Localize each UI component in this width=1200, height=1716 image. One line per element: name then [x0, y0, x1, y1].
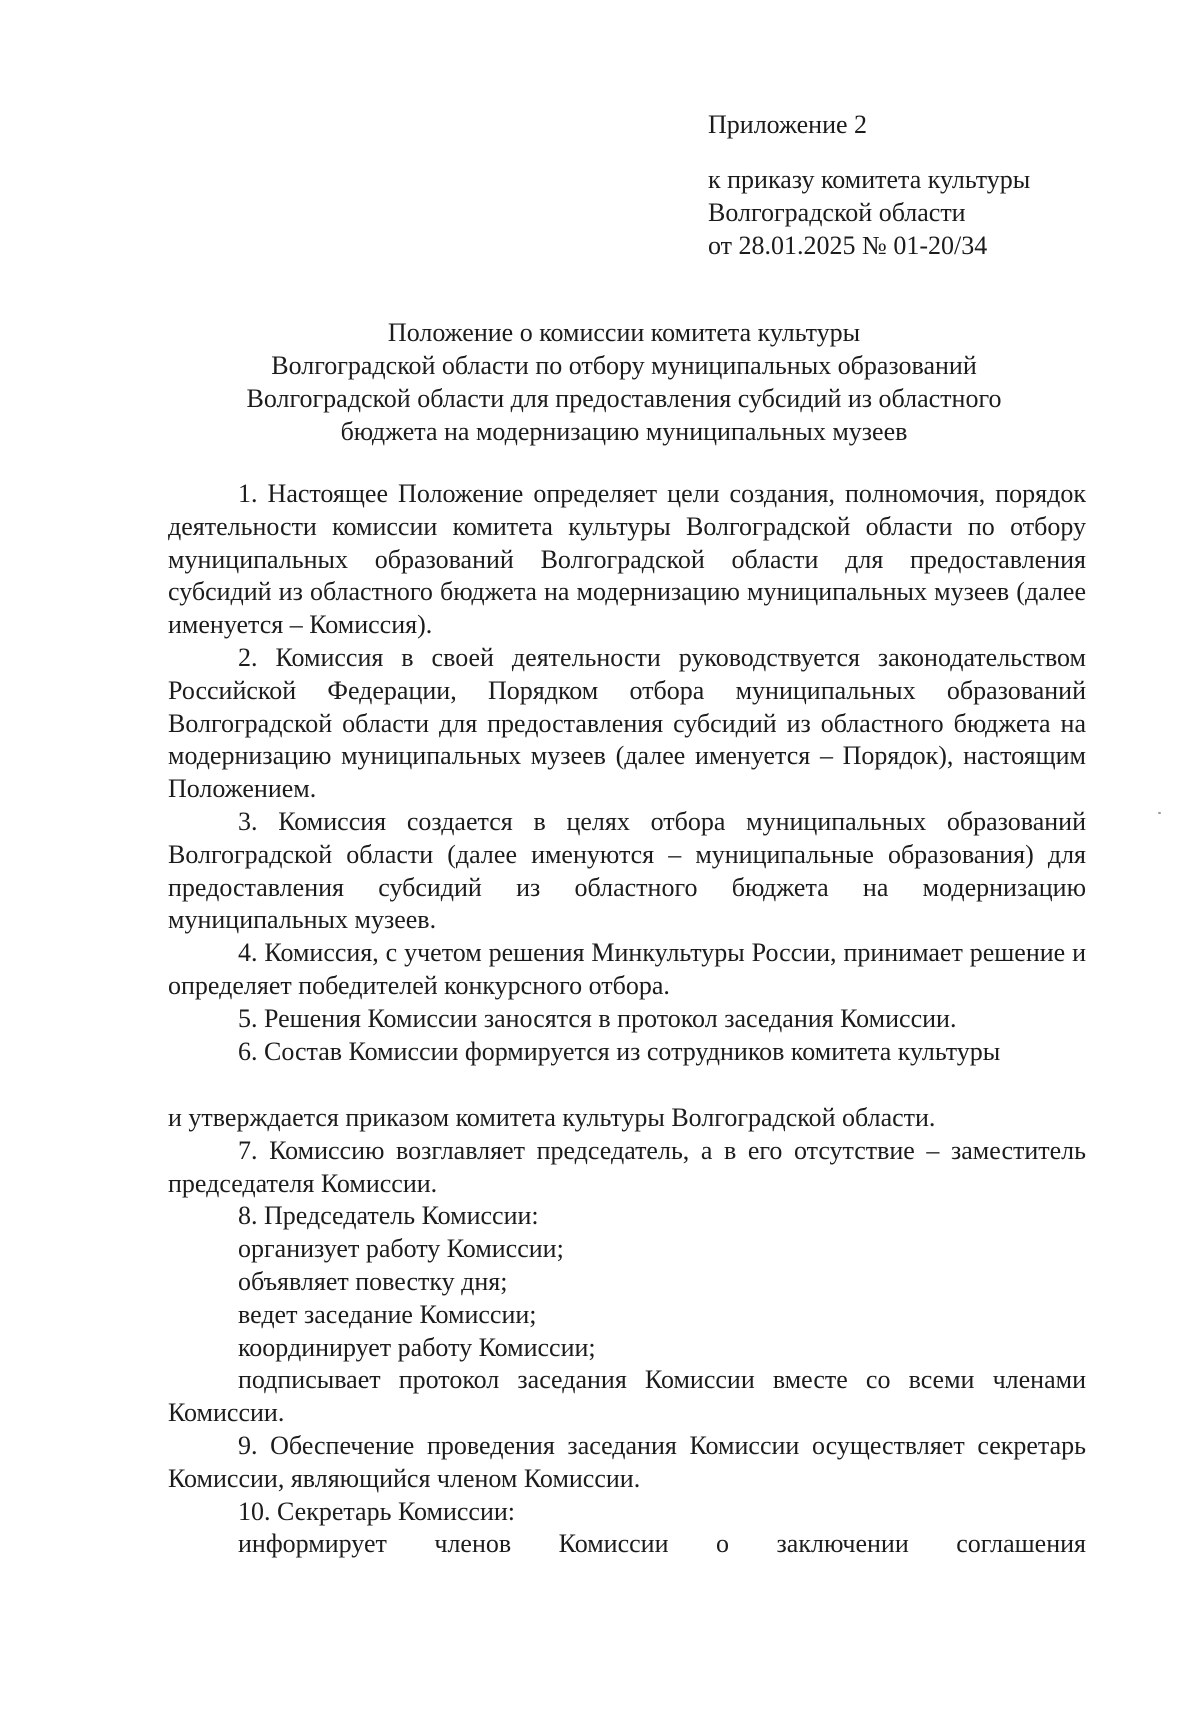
list-item: информирует членов Комиссии о заключении соглашения	[238, 1529, 1086, 1559]
appendix-block	[708, 108, 1030, 262]
title-line: бюджета на модернизацию муниципальных музеев	[340, 417, 908, 446]
title-line: Волгоградской области для предоставления субсидий из областного	[246, 384, 1002, 413]
paragraph-10: 10. Секретарь Комиссии:	[238, 1496, 515, 1526]
appendix-region-line: Волгоградской области	[708, 198, 966, 227]
list-item: объявляет повестку дня;	[238, 1266, 508, 1296]
title-line: Положение о комиссии комитета культуры	[387, 318, 861, 347]
appendix-order-line: к приказу комитета культуры	[708, 165, 1031, 194]
paragraph-9: 9. Обеспечение проведения заседания Комиссии осуществляет секретарь Комиссии, являющийся членом Комиссии.	[168, 1430, 1086, 1493]
paragraph-7: 7. Комиссию возглавляет председатель, а в его отсутствие – заместитель председателя Комиссии.	[168, 1135, 1086, 1198]
appendix-label: Приложение 2	[708, 110, 868, 139]
list-item-last: подписывает протокол заседания Комиссии вместе со всеми членами Комиссии.	[168, 1365, 1086, 1428]
paragraph-4: 4. Комиссия, с учетом решения Минкультуры России, принимает решение и определяет победителей конкурсного отбора.	[168, 938, 1086, 1000]
list-item: координирует работу Комиссии;	[238, 1332, 596, 1362]
scan-speck	[1158, 812, 1161, 814]
appendix-date-number: от 28.01.2025 № 01-20/34	[708, 231, 988, 260]
document-body-continued	[168, 1102, 1086, 1561]
list-item: ведет заседание Комиссии;	[238, 1299, 537, 1329]
paragraph-6-end: и утверждается приказом комитета культуры Волгоградской области.	[168, 1103, 936, 1132]
paragraph-8: 8. Председатель Комиссии:	[238, 1201, 539, 1231]
document-body	[168, 478, 1086, 1068]
paragraph-3: 3. Комиссия создается в целях отбора муниципальных образований Волгоградской области (далее именуются – муниципальные образования) для предоставления субсидий из областного бюджета на модернизацию муниципальных музеев.	[168, 806, 1086, 935]
paragraph-5: 5. Решения Комиссии заносятся в протокол заседания Комиссии.	[238, 1003, 957, 1033]
document-title	[170, 316, 1078, 448]
list-item: организует работу Комиссии;	[238, 1234, 564, 1264]
paragraph-6: 6. Состав Комиссии формируется из сотрудников комитета культуры	[238, 1036, 1001, 1066]
paragraph-1: 1. Настоящее Положение определяет цели создания, полномочия, порядок деятельности комиссии комитета культуры Волгоградской области по отбору муниципальных образований Волгоградской области для предоставления субсидий из областного бюджета на модернизацию муниципальных музеев (далее именуется – Комиссия).	[168, 479, 1086, 640]
paragraph-2: 2. Комиссия в своей деятельности руководствуется законодательством Российской Федерации, Порядком отбора муниципальных образований Волгоградской области для предоставления субсидий из областного бюджета на модернизацию муниципальных музеев (далее именуется – Порядок), настоящим Положением.	[168, 642, 1086, 804]
title-line: Волгоградской области по отбору муниципальных образований	[271, 351, 977, 380]
